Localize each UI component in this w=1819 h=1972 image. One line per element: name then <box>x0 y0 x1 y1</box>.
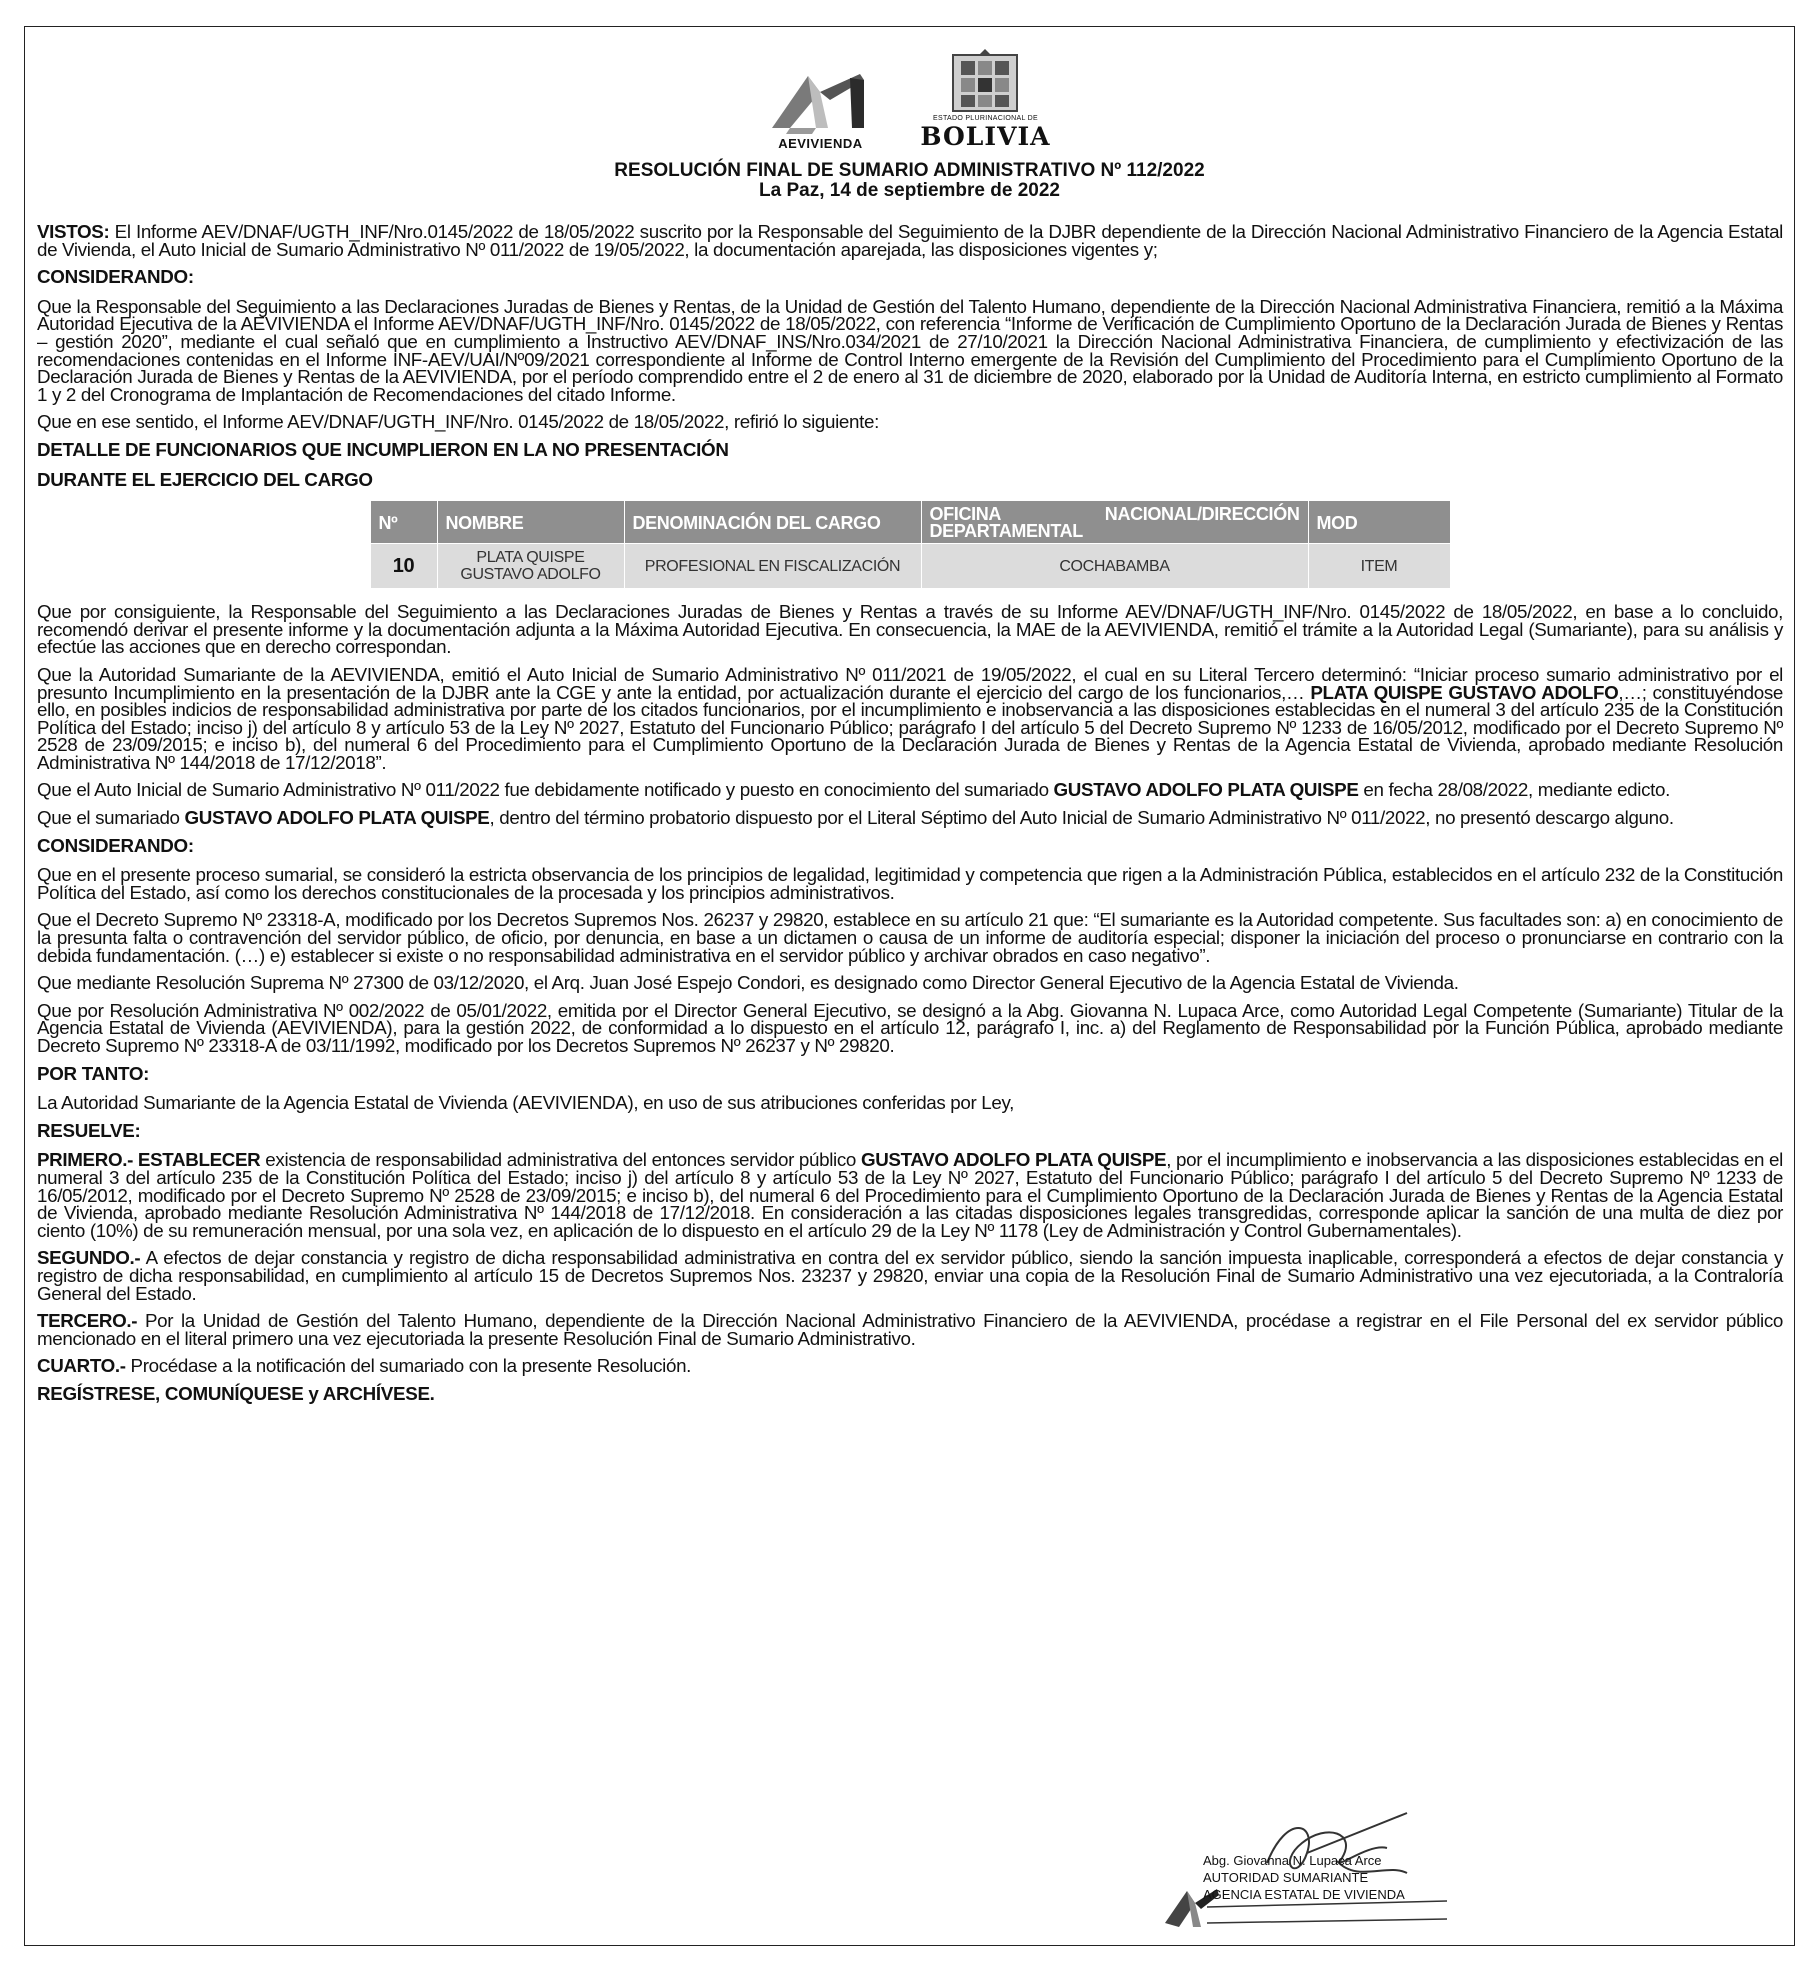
signature-name: Abg. Giovanna N. Lupaca Arce <box>1203 1853 1382 1868</box>
table-header-row <box>370 501 1450 544</box>
cell-mod: ITEM <box>1308 544 1450 589</box>
bolivia-shield-icon <box>943 49 1027 115</box>
considerando-heading-2: CONSIDERANDO: <box>37 834 194 856</box>
p4-text-a: Que la Autoridad Sumariante de la AEVIVIENDA, emitió el Auto Inicial de Sumario Administrativo Nº 011/2021 de 19/05/2022, el cual en su Literal Tercero determinó: “Iniciar proceso sumario administrativo por el presunto Incumplimiento en la presentación de la DJBR ante la CGE y ante la entidad, por actualización durante el ejercicio del cargo de los funcionarios,… <box>37 663 1783 703</box>
p5-name: GUSTAVO ADOLFO PLATA QUISPE <box>1053 779 1359 801</box>
tercero-paragraph <box>37 1312 1783 1347</box>
considerando1-paragraph-1: Que la Responsable del Seguimiento a las Declaraciones Juradas de Bienes y Rentas, de la Unidad de Gestión del Talento Humano, dependiente de la Dirección Nacional Administrativa Financiera, remitió a la Máxima Autoridad Ejecutiva de la AEVIVIENDA el Informe AEV/DNAF/UGTH_INF/Nro. 0145/2022 de 18/05/2022, con referencia “Informe de Verificación de Cumplimiento Oportuno de la Declaración Jurada de Bienes y Rentas – gestión 2020”, mediante el cual señaló que en cumplimiento a Instructivo AEV/DNAF_INS/Nro.034/2021 de 27/10/2021 la Dirección Nacional Administrativa Financiera, de cumplimiento y efectivización de las recomendaciones contenidas en el Informe INF-AEV/UAI/Nº09/2021 correspondiente al Informe de Control Interno emergente de la Revisión del Cumplimiento del Procedimiento para el Cumplimiento Oportuno de la Declaración Jurada de Bienes y Rentas de la AEVIVIENDA, por el período comprendido entre el 2 de enero al 31 de diciembre de 2020, elaborado por la Unidad de Auditoría Interna, en estricto cumplimiento al Formato 1 y 2 del Cronograma de Implantación de Recomendaciones del citado Informe. <box>37 295 1783 405</box>
body-paragraph-4 <box>37 663 1783 773</box>
resuelve-heading: RESUELVE: <box>37 1119 141 1141</box>
cell-cargo: PROFESIONAL EN FISCALIZACIÓN <box>624 544 921 589</box>
officials-table <box>370 500 1451 589</box>
vistos-text: El Informe AEV/DNAF/UGTH_INF/Nro.0145/2022 de 18/05/2022 suscrito por la Responsable del Seguimiento de la DJBR dependiente de la Dirección Nacional Administrativo Financiero de la Agencia Estatal de Vivienda, el Auto Inicial de Sumario Administrativo Nº 011/2022 de 19/05/2022, la documentación aparejada, las disposiciones vigentes y; <box>37 221 1783 260</box>
por-tanto-heading: POR TANTO: <box>37 1062 150 1084</box>
primero-name: GUSTAVO ADOLFO PLATA QUISPE <box>860 1149 1167 1171</box>
col-header-cargo: DENOMINACIÓN DEL CARGO <box>624 501 921 544</box>
body-paragraph-3: Que por consiguiente, la Responsable del Seguimiento a las Declaraciones Juradas de Bienes y Rentas a través de su Informe AEV/DNAF/UGTH_INF/Nro. 0145/2022 de 18/05/2022, en base a lo concluido, recomendó derivar el presente informe y la documentación adjunta a la Máxima Autoridad Ejecutiva. En consecuencia, la MAE de la AEVIVIENDA, remitió el trámite a la Autoridad Legal (Sumariante), para su análisis y efectúe las acciones que en derecho correspondan. <box>37 601 1783 658</box>
table-row <box>370 544 1450 589</box>
considerando2-paragraph-2: Que el Decreto Supremo Nº 23318-A, modificado por los Decretos Supremos Nos. 26237 y 29820, establece en su artículo 21 que: “El sumariante es la Autoridad competente. Sus facultades son: a) en conocimiento de la presunta falta o contravención del servidor público, de oficio, por denuncia, en base a un dictamen o causa de un informe de auditoría especial; disponer la iniciación del proceso o pronunciarse en contrario con la debida fundamentación. (…) e) establecer si existe o no responsabilidad administrativa en el servidor público y archivar obrados en caso negativo”. <box>37 909 1783 966</box>
vistos-paragraph <box>37 223 1783 258</box>
bolivia-small-caption: ESTADO PLURINACIONAL DE <box>933 115 1038 122</box>
cuarto-label: CUARTO.- <box>37 1355 126 1377</box>
resolution-title: RESOLUCIÓN FINAL DE SUMARIO ADMINISTRATIVO Nº 112/2022 <box>614 160 1205 181</box>
segundo-text: A efectos de dejar constancia y registro de dicha responsabilidad administrativa en contra del ex servidor público, siendo la sanción impuesta inaplicable, corresponderá a efectos de dejar constancia y registro de dicha responsabilidad, en cumplimiento al artículo 15 de Decretos Supremos Nos. 23237 y 29820, enviar una copia de la Resolución Final de Sumario Administrativo una vez ejecutoriada, a la Contraloría General del Estado. <box>37 1247 1783 1304</box>
p6-text-a: Que el sumariado <box>37 807 185 829</box>
detalle-heading-1: DETALLE DE FUNCIONARIOS QUE INCUMPLIERON EN LA NO PRESENTACIÓN <box>37 438 729 460</box>
primero-text-b: , por el incumplimiento e inobservancia a las disposiciones establecidas en el numeral 3 del artículo 235 de la Constitución Política del Estado; inciso j) del artículo 8 y artículo 53 de la Ley Nº 2027, Estatuto del Funcionario Público; parágrafo I del artículo 5 del Decreto Supremo Nº 1233 de 16/05/2012, modificado por el Decreto Supremo Nº 2528 de 23/09/2015; e inciso b), del numeral 6 del Procedimiento para el Cumplimiento Oportuno de la Declaración Jurada de Bienes y Rentas de la Agencia Estatal de Vivienda, aprobado mediante Resolución Administrativa Nº 144/2018 de 17/12/2018. En consideración a las citadas disposiciones legales transgredidas, corresponde aplicar la sanción de una multa de diez por ciento (10%) de su remuneración mensual, por una sola vez, en aplicación de lo dispuesto en el artículo 29 de la Ley Nº 1178 (Ley de Administración y Control Gubernamentales). <box>37 1149 1783 1241</box>
segundo-label: SEGUNDO.- <box>37 1247 141 1269</box>
primero-paragraph <box>37 1151 1783 1239</box>
logo-row <box>25 49 1794 151</box>
vistos-label: VISTOS: <box>37 221 110 242</box>
p5-text-a: Que el Auto Inicial de Sumario Administrativo Nº 011/2022 fue debidamente notificado y puesto en conocimiento del sumariado <box>37 779 1054 801</box>
aevivienda-logo <box>768 70 872 151</box>
considerando2-paragraph-1: Que en el presente proceso sumarial, se consideró la estricta observancia de los principios de legalidad, legitimidad y competencia que rigen a la Administración Pública, establecidos en el artículo 232 de la Constitución Política del Estado, así como los derechos constitucionales de la procesada y los principios administrativos. <box>37 864 1783 903</box>
cuarto-paragraph <box>37 1357 1783 1375</box>
primero-label: PRIMERO.- ESTABLECER <box>37 1149 261 1171</box>
col-header-oficina: OFICINA NACIONAL/DIRECCIÓN DEPARTAMENTAL <box>921 501 1308 544</box>
considerando1-paragraph-2: Que en ese sentido, el Informe AEV/DNAF/UGTH_INF/Nro. 0145/2022 de 18/05/2022, refirió lo siguiente: <box>37 411 879 433</box>
col-header-nombre: NOMBRE <box>437 501 624 544</box>
tercero-label: TERCERO.- <box>37 1310 138 1332</box>
body-paragraph-6 <box>37 809 1783 827</box>
resolution-date: La Paz, 14 de septiembre de 2022 <box>759 180 1060 201</box>
col-header-num: Nº <box>370 501 437 544</box>
tercero-text: Por la Unidad de Gestión del Talento Humano, dependiente de la Dirección Nacional Administrativo Financiero de la AEVIVIENDA, procédase a registrar en el File Personal del ex servidor público mencionado en el literal primero una vez ejecutoriada la presente Resolución Final de Sumario Administrativo. <box>37 1310 1783 1349</box>
col-header-mod: MOD <box>1308 501 1450 544</box>
p4-name: PLATA QUISPE GUSTAVO ADOLFO <box>1310 681 1619 703</box>
aevivienda-emblem-icon <box>768 70 872 136</box>
cell-num: 10 <box>370 544 437 589</box>
p6-text-c: , dentro del término probatorio dispuesto por el Literal Séptimo del Auto Inicial de Sumario Administrativo Nº 011/2022, no presentó descargo alguno. <box>489 807 1674 829</box>
aevivienda-name: AEVIVIENDA <box>778 136 863 151</box>
cuarto-text: Procédase a la notificación del sumariado con la presente Resolución. <box>125 1355 692 1377</box>
considerando2-paragraph-3: Que mediante Resolución Suprema Nº 27300 de 03/12/2020, el Arq. Juan José Espejo Condori, es designado como Director General Ejecutivo de la Agencia Estatal de Vivienda. <box>37 972 1459 994</box>
p6-name: GUSTAVO ADOLFO PLATA QUISPE <box>184 807 490 829</box>
officials-table-wrap <box>37 500 1783 589</box>
cell-oficina: COCHABAMBA <box>921 544 1308 589</box>
p4-text-c: ,…; constituyéndose ello, en posibles indicios de responsabilidad administrativa por parte de los citados funcionarios, por el incumplimiento e inobservancia a las disposiciones establecidas en el numeral 3 del artículo 235 de la Constitución Política del Estado; inciso j) del artículo 8 y artículo 53 de la Ley Nº 2027, Estatuto del Funcionario Público; parágrafo I del artículo 5 del Decreto Supremo Nº 1233 de 16/05/2012, modificado por el Decreto Supremo Nº 2528 de 23/09/2015; e inciso b), del numeral 6 del Procedimiento para el Cumplimiento Oportuno de la Declaración Jurada de Bienes y Rentas de la Agencia Estatal de Vivienda, aprobado mediante Resolución Administrativa Nº 144/2018 de 17/12/2018”. <box>37 681 1783 773</box>
considerando2-paragraph-4: Que por Resolución Administrativa Nº 002/2022 de 05/01/2022, emitida por el Director General Ejecutivo, se designó a la Abg. Giovanna N. Lupaca Arce, como Autoridad Legal Competente (Sumariante) Titular de la Agencia Estatal de Vivienda (AEVIVIENDA), para la gestión 2022, de conformidad a lo dispuesto en el artículo 12, parágrafo I, inc. a) del Reglamento de Responsabilidad por la Función Pública, aprobado mediante Decreto Supremo Nº 23318-A de 03/11/1992, modificado por los Decretos Supremos Nº 26237 y Nº 29820. <box>37 999 1783 1056</box>
signature-entity: AGENCIA ESTATAL DE VIVIENDA <box>1203 1887 1405 1902</box>
considerando-heading-1: CONSIDERANDO: <box>37 266 194 288</box>
cell-nombre: PLATA QUISPE GUSTAVO ADOLFO <box>437 544 624 589</box>
segundo-paragraph <box>37 1249 1783 1302</box>
p5-text-c: en fecha 28/08/2022, mediante edicto. <box>1358 779 1670 801</box>
closing-formula: REGÍSTRESE, COMUNÍQUESE y ARCHÍVESE. <box>37 1382 435 1404</box>
bolivia-logo <box>920 49 1050 151</box>
resolution-body <box>37 223 1783 1415</box>
signature-role: AUTORIDAD SUMARIANTE <box>1203 1870 1369 1885</box>
body-paragraph-5 <box>37 781 1783 799</box>
primero-text-a: existencia de responsabilidad administrativa del entonces servidor público <box>260 1149 861 1171</box>
resolution-header <box>25 161 1794 201</box>
bolivia-name: BOLIVIA <box>920 122 1051 151</box>
detalle-heading-2: DURANTE EL EJERCICIO DEL CARGO <box>37 468 373 490</box>
document-page <box>24 26 1795 1946</box>
por-tanto-text: La Autoridad Sumariante de la Agencia Estatal de Vivienda (AEVIVIENDA), en uso de sus atribuciones conferidas por Ley, <box>37 1092 1014 1114</box>
